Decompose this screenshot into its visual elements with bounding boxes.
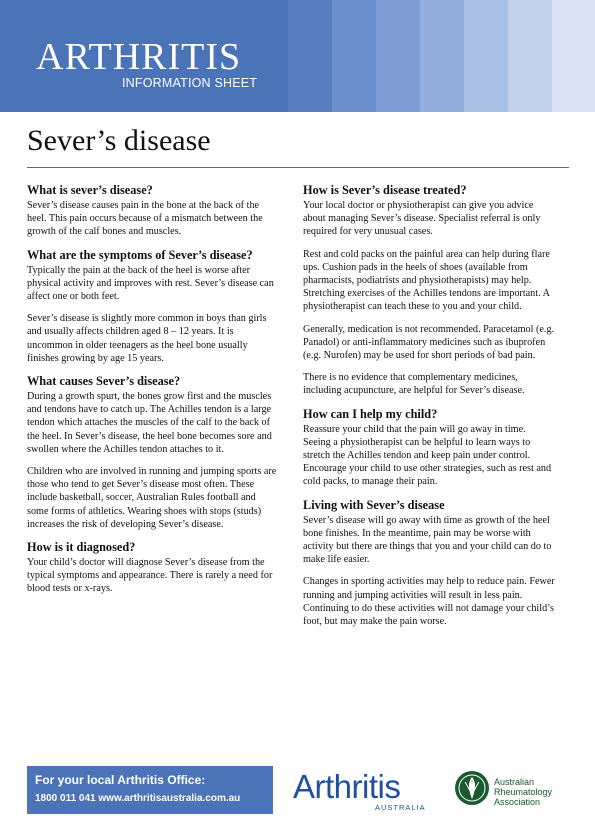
section-heading: What is sever’s disease? [27,183,153,197]
banner-stripe [464,0,508,112]
page-title: Sever’s disease [27,124,211,157]
ara-name [494,777,552,807]
banner-stripe [376,0,420,112]
paragraph: Your local doctor or physiotherapist can give you advice about managing Sever’s disease. Specialist referral is only required for very unusual cases. [303,200,541,238]
contact-info[interactable]: 1800 011 041 www.arthritisaustralia.com.au [35,793,241,804]
paragraph: Your child’s doctor will diagnose Sever’s disease from the typical symptoms and appearance. There is rarely a need for blood tests or x-rays. [27,557,273,595]
title-divider [27,167,569,168]
paragraph: Sever’s disease is slightly more common in boys than girls and usually affects children aged 8 – 12 years. It is uncommon in older teenagers as the heel bone usually finishes growing by age 15 years. [27,313,267,364]
banner-stripe [288,0,332,112]
banner-stripe [552,0,595,112]
section-help-child [303,407,555,489]
paragraph: Sever’s disease causes pain in the bone at the back of the heel. This pain occurs because of a mismatch between the growth of the calf bones and muscles. [27,200,263,238]
logo-wordmark: Arthritis [293,768,401,805]
paragraph: Sever’s disease will go away with time as growth of the heel bone finishes. In the meantime, pain may be worse with activity but there are things that you and your child can do to make life easier. [303,514,552,566]
section-heading: Living with Sever’s disease [303,497,445,512]
brand-block [36,38,257,90]
ara-name-line: Association [494,797,541,807]
ara-logo [454,768,574,816]
footer-contact-box [27,766,273,814]
section-heading: How is it diagnosed? [27,540,136,555]
section-treatment [303,183,555,398]
paragraph: During a growth spurt, the bones grow first and the muscles and tendons have to catch up. The Achilles tendon is a large tendon which attaches the muscles of the calf to the back of the heel. In Sever’s disease, the heel bone becomes sore and swollen where the Achilles tendon attaches to it. [27,391,272,455]
section-heading: How can I help my child? [303,406,438,421]
paragraph: Children who are involved in running and jumping sports are those who tend to get Sever’s disease most often. These include basketball, soccer, Australian Rules football and some forms of athletics. Wearing shoes with stops (studs) increases the risk of developing Sever’s disease. [27,466,277,530]
ara-seal-icon [454,768,490,808]
paragraph: Rest and cold packs on the painful area can help during flare ups. Cushion pads in the heels of shoes (available from pharmacists, podiatrists and physiotherapists) may help. Stretching exercises of the Achilles tendons are important. A physiotherapist can teach these to you and your child. [303,248,550,313]
ara-name-line: Australian [494,777,535,787]
arthritis-australia-logo [293,766,433,816]
header-banner [0,0,595,112]
banner-stripe [508,0,552,112]
paragraph: Reassure your child that the pain will go away in time. Seeing a physiotherapist can be helpful to learn ways to stretch the Achilles tendon and keep pain under control. Encourage your child to use other strategies, such as rest and cold packs, to manage their pain. [303,423,552,488]
section-what-is [27,183,279,239]
banner-stripes [288,0,595,112]
left-column [27,183,279,605]
right-column [303,183,555,637]
section-heading: How is Sever’s disease treated? [303,183,467,197]
logo-country: AUSTRALIA [375,803,426,812]
section-causes [27,374,279,531]
brand-subtitle: INFORMATION SHEET [122,76,258,90]
section-heading: What are the symptoms of Sever’s disease? [27,247,253,262]
office-label: For your local Arthritis Office: [35,773,206,787]
banner-stripe [332,0,376,112]
section-living-with [303,498,555,629]
paragraph: Changes in sporting activities may help to reduce pain. Fewer running and jumping activities will result in less pain. Continuing to do these activities will not damage your child’s foot, but may make the pain worse. [303,576,555,628]
paragraph: Generally, medication is not recommended. Paracetamol (e.g. Panadol) or anti-inflammatory medicines such as ibuprofen (e.g. Nurofen) may be used for short periods of bad pain. [303,323,555,362]
paragraph: There is no evidence that complementary medicines, including acupuncture, are helpful for Sever’s disease. [303,372,525,397]
section-symptoms [27,248,279,365]
ara-name-line: Rheumatology [494,787,553,797]
section-diagnosis [27,540,279,596]
banner-stripe [420,0,464,112]
brand-title: ARTHRITIS [36,36,242,78]
paragraph: Typically the pain at the back of the heel is worse after physical activity and improves with rest. Sever’s disease can affect one or both feet. [27,264,274,303]
section-heading: What causes Sever’s disease? [27,374,181,389]
